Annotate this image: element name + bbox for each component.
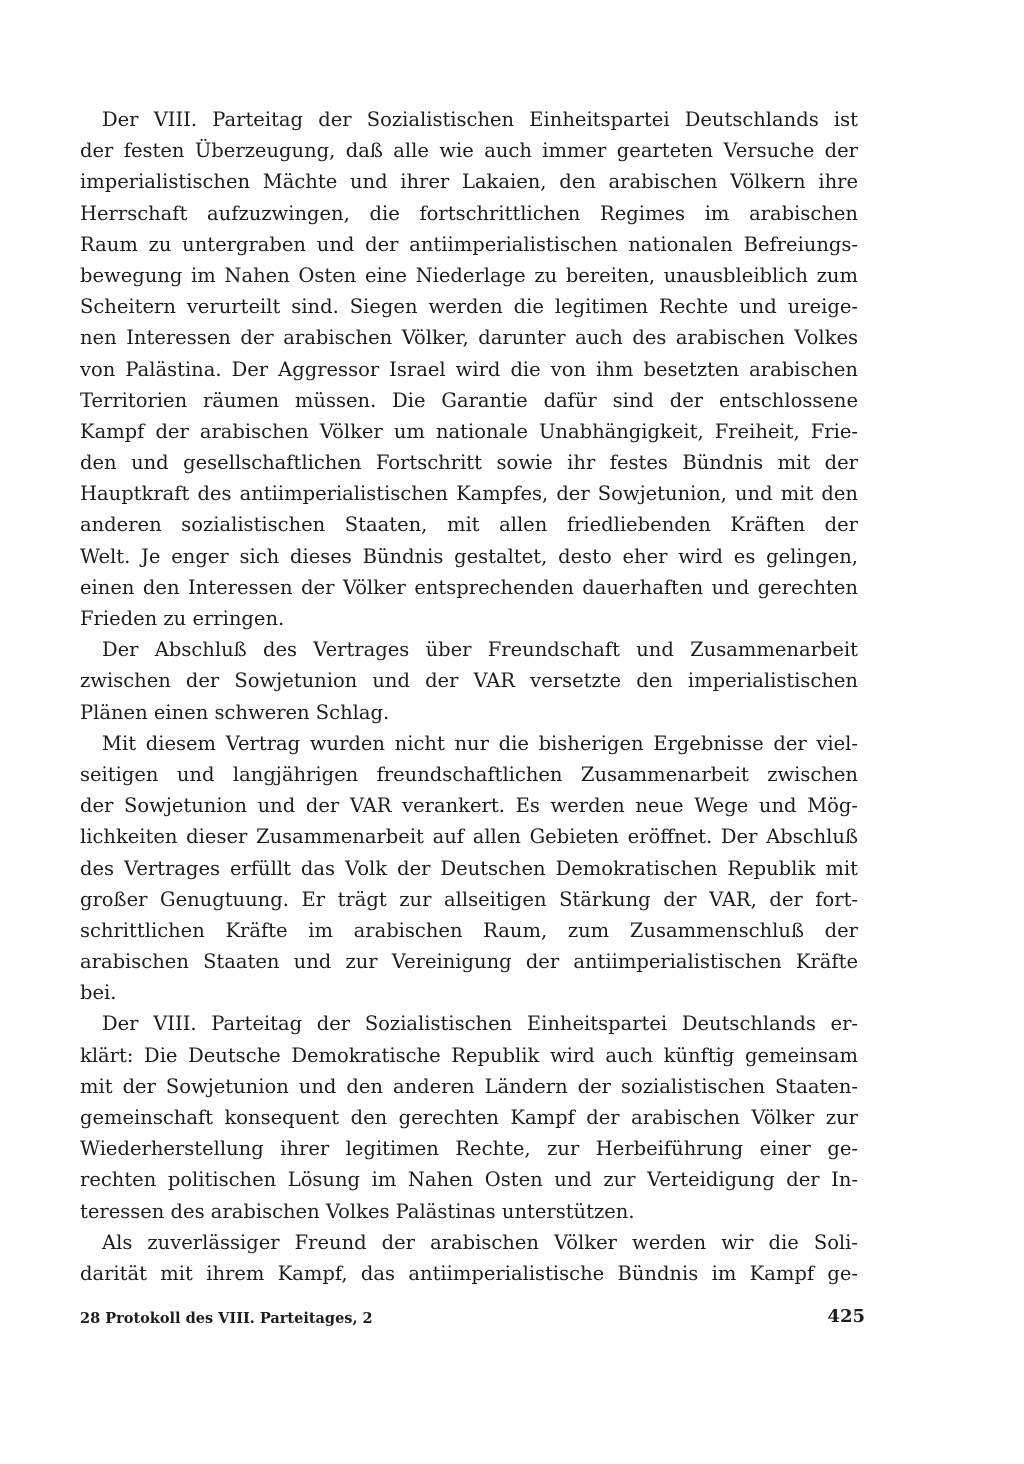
text-line: mit der Sowjetunion und den anderen Ländern der sozialistischen Staaten- [80,1074,858,1098]
text-line: Raum zu untergraben und der antiimperialistischen nationalen Befreiungs- [80,232,858,256]
text-line: Plänen einen schweren Schlag. [80,700,390,724]
text-line: schrittlichen Kräfte im arabischen Raum, zum Zusammenschluß der [80,918,858,942]
text-line: einen den Interessen der Völker entsprechenden dauerhaften und gerechten [80,575,858,599]
page-number: 425 [827,1306,865,1327]
text-line: klärt: Die Deutsche Demokratische Republik wird auch künftig gemeinsam [80,1043,858,1067]
text-line: Herrschaft aufzuzwingen, die fortschrittlichen Regimes im arabischen [80,201,858,225]
text-line: Hauptkraft des antiimperialistischen Kampfes, der Sowjetunion, und mit den [80,482,858,506]
text-line: bei. [80,981,117,1005]
text-line: imperialistischen Mächte und ihrer Lakaien, den arabischen Völkern ihre [80,170,858,194]
text-line: Kampf der arabischen Völker um nationale Unabhängigkeit, Freiheit, Frie- [80,419,858,443]
text-line: Der VIII. Parteitag der Sozialistischen Einheitspartei Deutschlands ist [102,108,858,131]
text-line: anderen sozialistischen Staaten, mit allen friedliebenden Kräften der [80,513,858,537]
text-line: rechten politischen Lösung im Nahen Osten und zur Verteidigung der In- [80,1168,858,1192]
text-line: zwischen der Sowjetunion und der VAR versetzte den imperialistischen [80,669,858,693]
text-line: teressen des arabischen Volkes Palästinas unterstützen. [80,1199,635,1223]
text-line: Der Abschluß des Vertrages über Freundschaft und Zusammenarbeit [102,638,858,662]
text-line: der festen Überzeugung, daß alle wie auch immer gearteten Versuche der [80,139,858,163]
page-footer [80,1306,865,1332]
signature-line: 28 Protokoll des VIII. Parteitages, 2 [80,1310,373,1327]
text-line: seitigen und langjährigen freundschaftlichen Zusammenarbeit zwischen [80,762,858,786]
text-line: bewegung im Nahen Osten eine Niederlage zu bereiten, unausbleiblich zum [80,263,858,287]
text-line: gemeinschaft konsequent den gerechten Kampf der arabischen Völker zur [80,1106,858,1129]
text-line: arabischen Staaten und zur Vereinigung der antiimperialistischen Kräfte [80,950,858,974]
text-line: darität mit ihrem Kampf, das antiimperialistische Bündnis im Kampf ge- [80,1261,858,1285]
text-line: Der VIII. Parteitag der Sozialistischen Einheitspartei Deutschlands er- [102,1012,858,1036]
text-line: des Vertrages erfüllt das Volk der Deutschen Demokratischen Republik mit [80,856,858,880]
text-line: Als zuverlässiger Freund der arabischen Völker werden wir die Soli- [102,1230,858,1254]
text-line: Frieden zu erringen. [80,607,285,630]
text-line: von Palästina. Der Aggressor Israel wird die von ihm besetzten arabischen [80,357,858,381]
text-line: Wiederherstellung ihrer legitimen Rechte, zur Herbeiführung einer ge- [80,1137,858,1161]
text-line: Territorien räumen müssen. Die Garantie dafür sind der entschlossene [80,388,858,412]
text-line: Welt. Je enger sich dieses Bündnis gestaltet, desto eher wird es gelingen, [80,544,858,568]
body-text [80,104,858,1289]
text-line: nen Interessen der arabischen Völker, darunter auch des arabischen Volkes [80,326,858,350]
text-line: Scheitern verurteilt sind. Siegen werden die legitimen Rechte und ureige- [80,295,858,319]
text-line: Mit diesem Vertrag wurden nicht nur die bisherigen Ergebnisse der viel- [102,731,858,755]
text-line: großer Genugtuung. Er trägt zur allseitigen Stärkung der VAR, der fort- [80,887,858,911]
text-line: lichkeiten dieser Zusammenarbeit auf allen Gebieten eröffnet. Der Abschluß [80,825,858,849]
text-line: den und gesellschaftlichen Fortschritt sowie ihr festes Bündnis mit der [80,451,858,475]
text-line: der Sowjetunion und der VAR verankert. Es werden neue Wege und Mög- [80,794,858,818]
